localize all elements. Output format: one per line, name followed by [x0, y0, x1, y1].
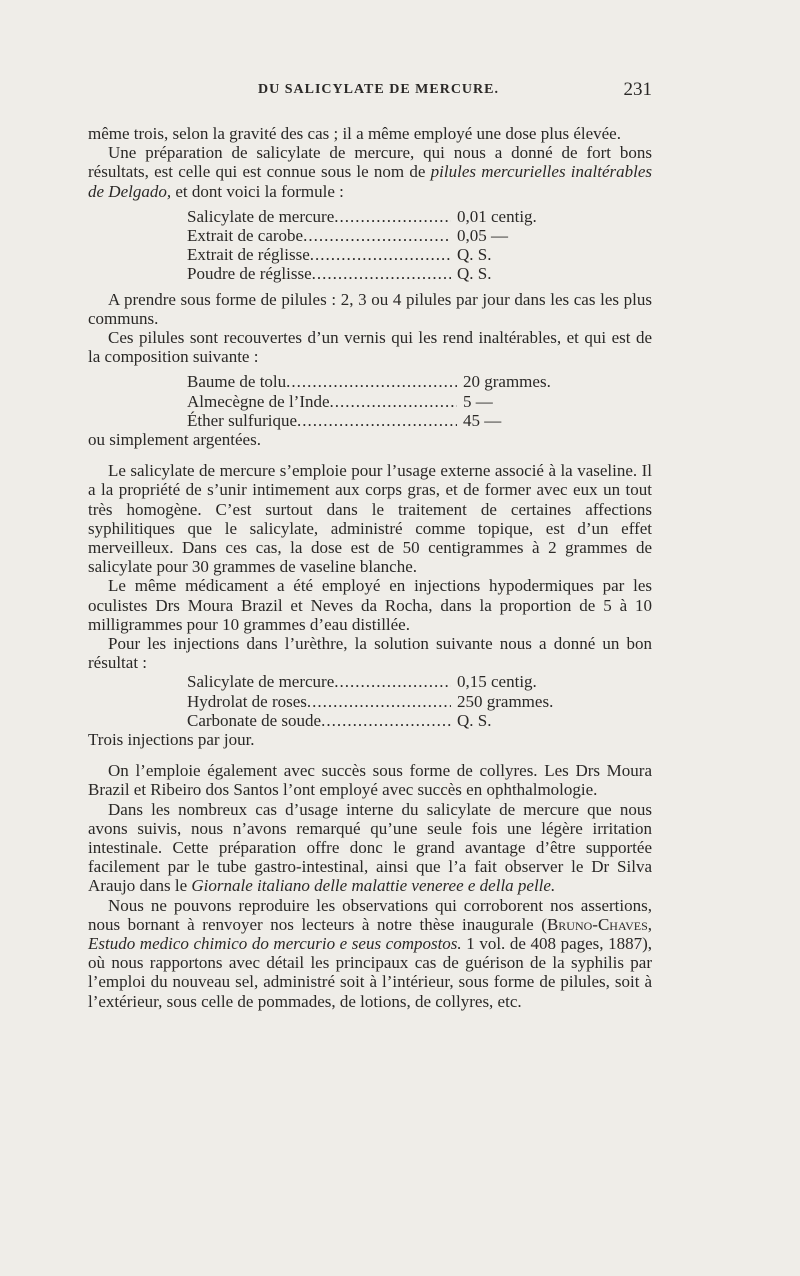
formula-row: Hydrolat de roses ..... 250 grammes.	[187, 692, 567, 711]
formula-row: Extrait de carobe ..... 0,05 —	[187, 226, 567, 245]
paragraph-12-tail: 1 vol. de 408 pages, 1887), où nous rapportons avec détail les principaux cas de guérison de la syphilis par l’emploi du nouveau sel, administré soit à l’intérieur, sous forme de pilules, soit à l’extérieur, sous celle de pommades, de lotions, de collyres, etc.	[88, 933, 653, 1011]
formula-row: Carbonate de soude ..... Q. S.	[187, 711, 567, 730]
formula-pills	[187, 207, 567, 284]
paragraph-6: Le salicylate de mercure s’emploie pour l’usage externe associé à la vaseline. Il a la propriété de s’unir intimement aux corps gras, et de former avec eux un tout très homogène. C’est surtout dans le traitement de certaines affections syphilitiques que le salicylate, administré comme topique, est d’un effet merveilleux. Dans ces cas, la dose est de 50 centigrammes à 2 grammes de salicylate pour 30 grammes de vaseline blanche.	[88, 461, 652, 577]
paragraph-3: A prendre sous forme de pilules : 2, 3 ou 4 pilules par jour dans les cas les plus communs.	[88, 289, 652, 328]
paragraph-12	[88, 896, 652, 1011]
page-number: 231	[623, 79, 652, 100]
formula-row: Poudre de réglisse ..... Q. S.	[187, 264, 567, 283]
paragraph-11-text: Dans les nombreux cas d’usage interne du salicylate de mercure que nous avons suivis, nous n’avons remarqué qu’une seule fois une légère irritation intestinale. Cette préparation offre donc le grand avantage d’être supportée facilement par le tube gastro-intestinal, ainsi que l’a fait observer le Dr Silva Araujo dans le	[88, 799, 652, 896]
formula-row: Éther sulfurique ..... 45 —	[187, 411, 567, 430]
paragraph-7: Le même médicament a été employé en injections hypodermiques par les oculistes Drs Moura Brazil et Neves da Rocha, dans la proportion de 5 à 10 milligrammes pour 10 grammes d’eau distillée.	[88, 576, 652, 634]
paragraph-2-tail: et dont voici la formule :	[171, 181, 344, 201]
paragraph-8: Pour les injections dans l’urèthre, la solution suivante nous a donné un bon résultat :	[88, 633, 652, 673]
formula-row: Salicylate de mercure ..... 0,15 centig.	[187, 672, 567, 691]
paragraph-5: ou simplement argentées.	[88, 429, 261, 449]
running-title: DU SALICYLATE DE MERCURE.	[258, 82, 499, 97]
paragraph-12-text: Nous ne pouvons reproduire les observations qui corroborent nos assertions, nous bornant à renvoyer nos lecteurs à notre thèse inaugurale (	[88, 895, 652, 934]
formula-injection	[187, 672, 567, 730]
journal-title: Giornale italiano delle malattie veneree e della pelle.	[191, 876, 556, 896]
paragraph-2-text: Une préparation de salicylate de mercure, qui nous a donné de fort bons résultats, est celle qui est connue sous le nom de	[88, 143, 652, 182]
paragraph-11	[88, 800, 652, 896]
page-body	[88, 124, 652, 1011]
formula-varnish	[187, 372, 567, 430]
paragraph-2	[88, 143, 652, 201]
paragraph-9: Trois injections par jour.	[88, 729, 255, 749]
formula-row: Almecègne de l’Inde ..... 5 —	[187, 392, 567, 411]
paragraph-10: On l’emploie également avec succès sous forme de collyres. Les Drs Moura Brazil et Ribeiro dos Santos l’ont employé avec succès en ophthalmologie.	[88, 761, 652, 800]
paragraph-4: Ces pilules sont recouvertes d’un vernis qui les rend inaltérables, et qui est de la composition suivante :	[88, 327, 652, 367]
formula-row: Extrait de réglisse ..... Q. S.	[187, 245, 567, 264]
paragraph-1: même trois, selon la gravité des cas ; il a même employé une dose plus élevée.	[88, 124, 621, 143]
author-name: Bruno-Chaves,	[546, 914, 652, 934]
formula-row: Baume de tolu ..... 20 grammes.	[187, 372, 567, 391]
thesis-title: Estudo medico chimico do mercurio e seus compostos.	[88, 933, 462, 953]
formula-row: Salicylate de mercure ..... 0,01 centig.	[187, 207, 567, 226]
pills-name: pilules mercurielles inaltérables de Delgado,	[88, 162, 653, 201]
